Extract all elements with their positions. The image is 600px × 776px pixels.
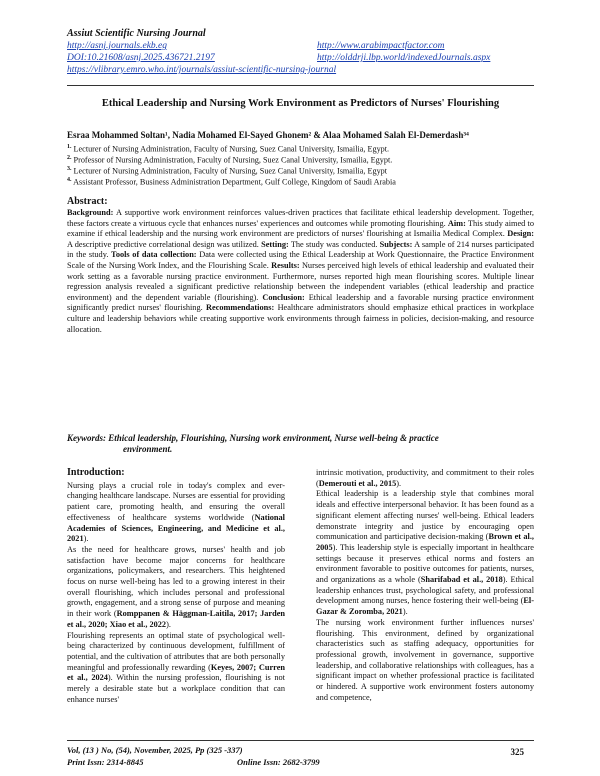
conclusion-text: Ethical leadership and a favorable nursing practice environment significantly predict nurses' flourishing. [67, 292, 534, 313]
citation: Sharifabad et al., 2018 [420, 575, 503, 585]
citation: Brown et al., 2005 [316, 532, 534, 552]
paragraph-text: ). This leadership style is especially important in healthcare settings because it preserves ethical norms and fosters an environment favorable to positive outcomes for patients, nurses, and organizations as a whole ( [316, 542, 534, 585]
paragraph-text: intrinsic motivation, productivity, and commitment to their roles ( [316, 468, 534, 488]
header-rule [67, 85, 534, 86]
results-text: Nurses perceived high levels of ethical leadership and evaluated their work setting as a favorable nursing practice environment. Furthermore, nurses reported high mean flourishing scores. Multiple linear regression analysis revealed a significant predictive relationship between the independent variables (ethical leadership and practice environment) and the dependent variable (flourishing). [67, 260, 534, 302]
design-text: A descriptive predictive correlational design was utilized. [67, 239, 262, 249]
affiliation-number: 2. [67, 155, 72, 161]
arabimpactfactor-link[interactable]: http://www.arabimpactfactor.com [317, 41, 445, 51]
aim-label: Aim: [447, 218, 466, 228]
affiliation-3 [67, 166, 387, 176]
tools-label: Tools of data collection: [111, 250, 197, 260]
affiliation-2 [67, 155, 392, 165]
who-library-link[interactable]: https://vlibrary.emro.who.int/journals/assiut-scientific-nursing-journal [67, 65, 337, 75]
design-label: Design: [507, 229, 534, 239]
affiliation-4 [67, 177, 396, 187]
affiliation-text: Lecturer of Nursing Administration, Faculty of Nursing, Suez Canal University, Ismailia, Egypt. [73, 144, 390, 154]
recommendations-label: Recommendations: [206, 303, 275, 313]
introduction-heading: Introduction: [67, 467, 125, 478]
author-list: Esraa Mohammed Soltan¹, Nadia Mohamed El-Sayed Ghonem² & Alaa Mohamed Salah El-Demerdash³⁴ [67, 130, 469, 140]
citation: Demerouti et al., 2015 [318, 478, 397, 488]
abstract-body [67, 208, 534, 335]
footer-volume: Vol, (13 ) No, (54), November, 2025, Pp (325 -337) [67, 745, 243, 755]
citation: El-Gazar & Zoromba, 2021 [316, 596, 534, 617]
affiliation-text: Assistant Professor, Business Administration Department, Gulf College, Kingdom of Saudi Arabia [73, 177, 396, 187]
paragraph-text: ). [83, 534, 89, 544]
journal-title: Assiut Scientific Nursing Journal [67, 28, 206, 39]
affiliation-number: 4. [67, 177, 72, 183]
results-label: Results: [271, 260, 300, 270]
tools-text: Data were collected using the Ethical Leadership at Work Questionnaire, the Practice Environment Scale of the Nursing Work Index, and the Flourishing Scale. [67, 250, 535, 270]
intro-right-column [316, 468, 534, 703]
keywords [67, 433, 534, 455]
subjects-label: Subjects: [379, 239, 413, 249]
affiliation-text: Lecturer of Nursing Administration, Faculty of Nursing, Suez Canal University, Ismailia, Egypt [73, 166, 388, 176]
citation: Keyes, 2007; Curren et al., 2024 [67, 662, 285, 683]
affiliation-number: 3. [67, 166, 72, 172]
page-number: 325 [510, 747, 524, 757]
keywords-line-1: Keywords: Ethical leadership, Flourishing, Nursing work environment, Nurse well-being & practice [67, 433, 439, 443]
doi-link[interactable]: DOI:10.21608/asnj.2025.436721.2197 [67, 53, 215, 63]
paragraph-text: ). [166, 619, 171, 629]
background-text: A supportive work environment reinforces values-driven practices that facilitate ethical leadership development. Together, these factors create a virtuous cycle that enhances nurses' experiences and outcomes while promoting flourishing. [67, 208, 534, 228]
paragraph-text: Flourishing represents an optimal state of psychological well-being characterized by continuous development, fulfillment of potential, and the cultivation of attributes that are both personally meaningful and professionally rewarding ( [67, 630, 285, 672]
affiliation-1 [67, 144, 389, 154]
conclusion-label: Conclusion: [262, 292, 305, 302]
paragraph-text: ). [396, 478, 402, 488]
background-label: Background: [67, 208, 114, 217]
paragraph-text: ). Within the nursing profession, flourishing is not merely a desirable state but a workplace condition that can enhance nurses' [67, 673, 285, 704]
keywords-line-2: environment. [123, 444, 173, 454]
journal-url-link[interactable]: http://asnj.journals.ekb.eg [67, 41, 168, 51]
subjects-text: A sample of 214 nurses participated in the study. [67, 239, 534, 260]
affiliation-number: 1. [67, 144, 72, 150]
setting-text: The study was conducted. [288, 239, 380, 249]
aim-text: This study aimed to examine if ethical leadership and the nursing work environment are predictors of nurses' flourishing at Ismailia Medical Complex. [67, 218, 534, 239]
citation: Romppanen & Häggman-Laitila, 2017; Jarden et al., 2020; Xiao et al., 2022 [67, 609, 286, 629]
paragraph-text: ). [402, 607, 408, 617]
footer-online-issn: Online Issn: 2682-3799 [237, 757, 320, 767]
paragraph-text: Nursing plays a crucial role in today's complex and ever-changing healthcare landscape. Nurses are essential for providing patient care, promoting health, and ensuring the overall effectiveness of healthcare systems worldwide ( [67, 480, 285, 522]
abstract-heading: Abstract: [67, 196, 108, 207]
paragraph-text: Ethical leadership is a leadership style that combines moral ideals and effective interpersonal behavior. It has been found as a significant element affecting nurses' well-being. Ethical leaders demonstrate integrity and justice by encouraging open communication and participative decision-making ( [316, 489, 534, 542]
footer-print-issn: Print Issn: 2314-8845 [67, 757, 144, 767]
recommendations-text: Healthcare administrators should emphasize ethical practices in workplace culture and leadership behaviors while creating supportive work environments through fairness in policies, decision-making, and resource allocation. [67, 303, 534, 334]
drji-link[interactable]: http://olddrji.lbp.world/indexedJournals.aspx [317, 53, 491, 63]
paragraph-text: The nursing work environment further influences nurses' flourishing. This environment, defined by organizational characteristics such as staffing adequacy, opportunities for professional growth, involvement in governance, supportive leadership, and collaborative relationships with colleagues, has a significant impact on whether professional practice is facilitated or hindered. A supportive work environment fosters autonomy and competence, [316, 617, 534, 702]
paragraph-text: ). Ethical leadership enhances trust, psychological safety, and professional development among nurses, hence fostering their well-being ( [316, 575, 534, 606]
footer-rule [67, 740, 534, 741]
intro-left-column [67, 468, 285, 705]
paragraph-text: As the need for healthcare grows, nurses' health and job satisfaction have become major concerns for healthcare organizations, policymakers, and researchers. This heightened focus on nurse well-being has led to a growing interest in their overall flourishing, which includes personal and professional growth, engagement, and a strong sense of purpose and meaning in their work ( [67, 544, 285, 619]
affiliation-text: Professor of Nursing Administration, Faculty of Nursing, Suez Canal University, Ismailia, Egypt. [73, 155, 393, 165]
citation: National Academies of Sciences, Engineering, and Medicine et al., 2021 [67, 512, 285, 544]
setting-label: Setting: [261, 239, 289, 249]
article-title: Ethical Leadership and Nursing Work Environment as Predictors of Nurses' Flourishing [101, 98, 500, 109]
